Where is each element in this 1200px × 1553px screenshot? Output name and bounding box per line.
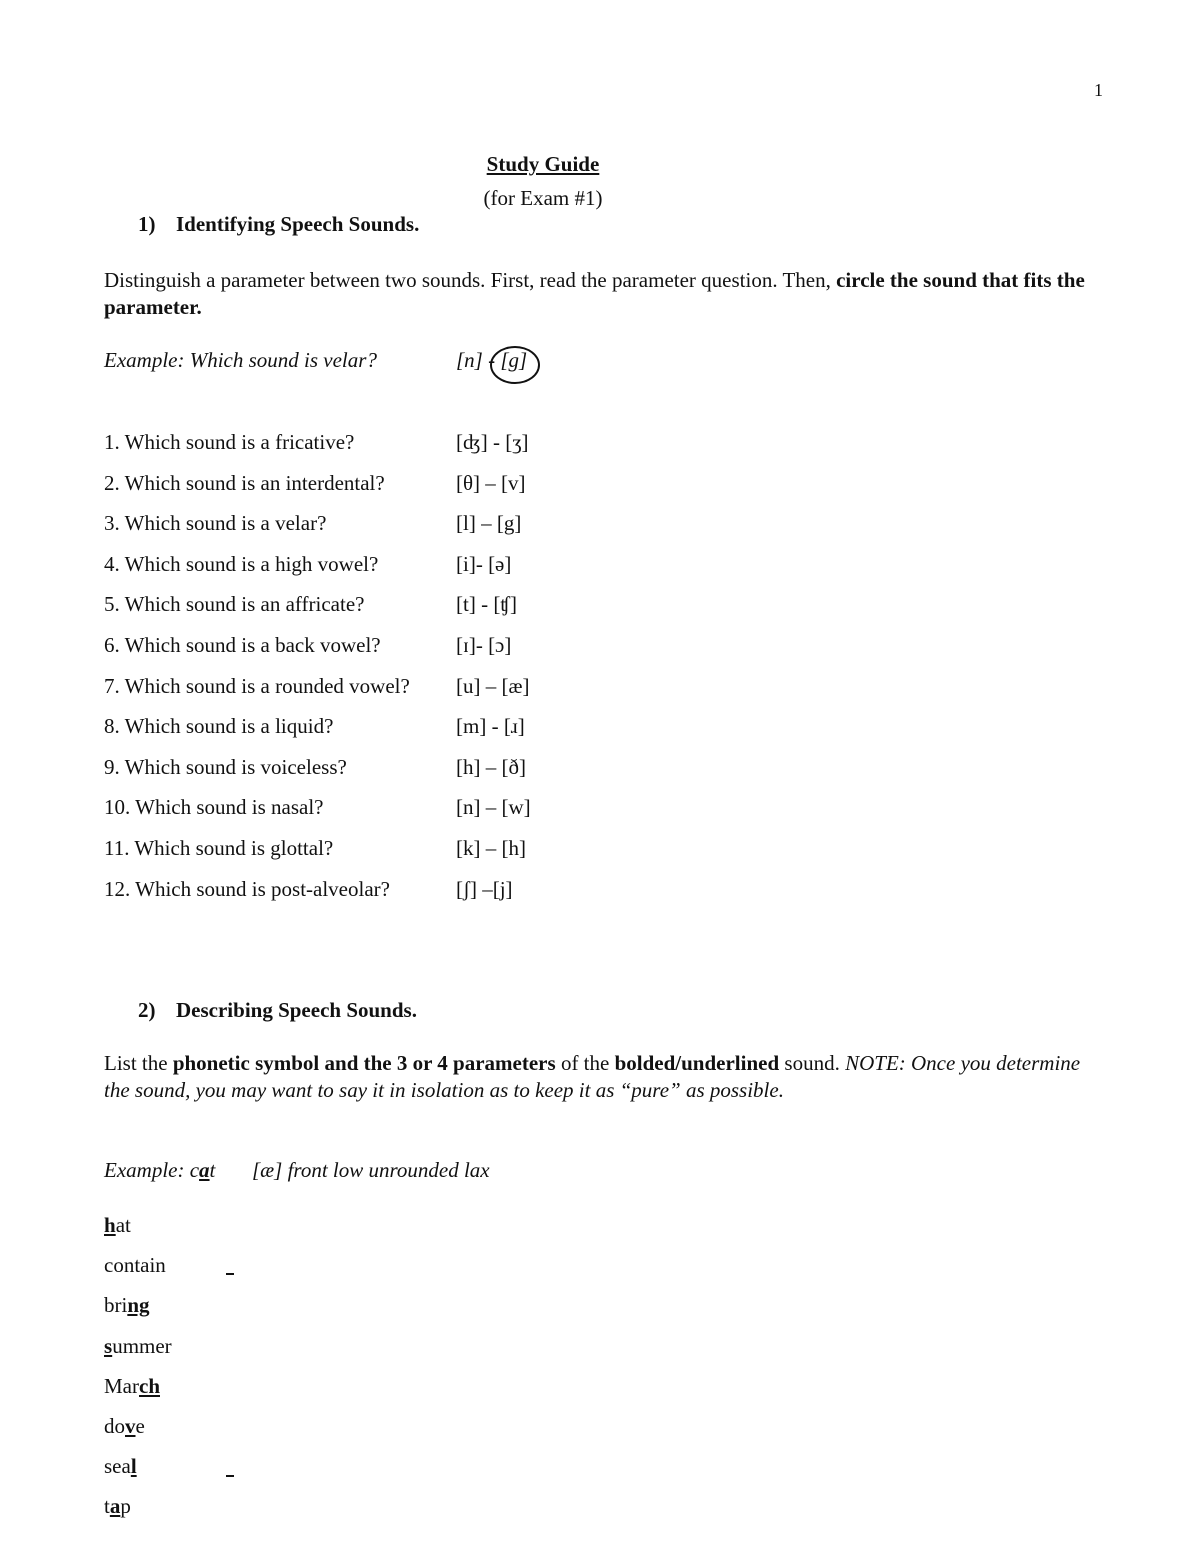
word-item: [104, 1414, 145, 1439]
example-word-rest: t: [209, 1158, 216, 1182]
section-2-title: Describing Speech Sounds.: [176, 998, 417, 1022]
word-prefix: Mar: [104, 1373, 139, 1398]
question-text: 4. Which sound is a high vowel?: [104, 551, 379, 576]
question-answer-options[interactable]: [θ] – [v]: [456, 470, 526, 495]
example-word-label: Example: c: [104, 1158, 200, 1182]
word-suffix: e: [135, 1414, 145, 1438]
instr-part-1: List the: [104, 1051, 173, 1075]
section-1-instructions: [104, 267, 1094, 321]
example-word-bold: a: [199, 1158, 210, 1182]
example-answer: [n] - [g]: [456, 348, 528, 372]
word-suffix: at: [115, 1213, 131, 1237]
section-2-heading: [138, 998, 417, 1023]
question-text: 1. Which sound is a fricative?: [104, 430, 355, 454]
dash-mark: [226, 1273, 234, 1275]
section-1-heading: [138, 212, 419, 237]
word-item: [104, 1374, 160, 1399]
example-answer-circle: [490, 346, 540, 384]
question-answer-options[interactable]: [l] – [g]: [456, 511, 522, 536]
word-target-sound: v: [125, 1414, 136, 1438]
instr-part-4: bolded/underlined: [614, 1051, 780, 1075]
question-text: 8. Which sound is a liquid?: [104, 714, 334, 739]
word-item: [104, 1293, 150, 1318]
word-suffix: ummer: [112, 1333, 172, 1358]
question-text: 5. Which sound is an affricate?: [104, 592, 365, 617]
question-text: 12. Which sound is post-alveolar?: [104, 876, 390, 901]
word-item: [104, 1213, 131, 1238]
word-suffix: p: [120, 1494, 131, 1519]
question-answer-options[interactable]: [h] – [ð]: [456, 754, 526, 779]
section-2-number: 2): [138, 998, 156, 1022]
section-1-example: [104, 348, 377, 373]
word-prefix: bri: [104, 1293, 128, 1318]
word-item: [104, 1454, 137, 1479]
word-target-sound: ng: [127, 1293, 150, 1318]
instructions-bold-text: circle the sound that fits the parameter.: [104, 268, 1085, 319]
instr-part-3: of the: [555, 1051, 615, 1075]
section-1-number: 1): [138, 212, 156, 236]
word-item: [104, 1253, 166, 1278]
question-text: 11. Which sound is glottal?: [104, 836, 334, 860]
word-target-sound: a: [109, 1494, 121, 1519]
question-answer-options[interactable]: [ʃ] –[j]: [456, 876, 513, 901]
section-2-instructions: [104, 1050, 1094, 1104]
word-prefix: t: [104, 1494, 110, 1519]
example-question: Example: Which sound is velar?: [104, 348, 377, 372]
question-answer-options[interactable]: [i]- [ə]: [456, 551, 512, 576]
section-2-example: [104, 1158, 215, 1183]
question-answer-options[interactable]: [n] – [w]: [456, 795, 531, 820]
word-prefix: do: [104, 1414, 125, 1438]
word-target-sound: h: [104, 1213, 116, 1237]
question-answer-options[interactable]: [m] - [ɹ]: [456, 714, 525, 739]
word-prefix: contain: [104, 1253, 166, 1278]
question-answer-options[interactable]: [t] - [ʧ]: [456, 592, 517, 617]
instr-part-5: sound.: [779, 1051, 846, 1075]
instructions-text: Distinguish a parameter between two sounds. First, read the parameter question. Then,: [104, 268, 837, 292]
word-target-sound: s: [104, 1333, 113, 1358]
question-text: 9. Which sound is voiceless?: [104, 754, 347, 779]
question-answer-options[interactable]: [ɪ]- [ɔ]: [456, 633, 512, 657]
word-target-sound: l: [130, 1454, 137, 1479]
word-prefix: sea: [104, 1454, 131, 1479]
page-subtitle: (for Exam #1): [483, 186, 603, 210]
question-answer-options[interactable]: [u] – [æ]: [456, 673, 530, 698]
question-text: 2. Which sound is an interdental?: [104, 470, 385, 495]
question-answer-options[interactable]: [ʤ] - [ʒ]: [456, 430, 529, 454]
instr-part-2: phonetic symbol and the 3 or 4 parameters: [172, 1051, 556, 1075]
word-target-sound: ch: [139, 1373, 160, 1398]
page-number: 1: [1094, 80, 1103, 100]
instr-note: NOTE: Once you determine the sound, you may want to say it in isolation as to keep it as “pure” as possible.: [104, 1051, 1081, 1102]
dash-mark: [226, 1475, 234, 1477]
question-text: 7. Which sound is a rounded vowel?: [104, 673, 410, 698]
section-2-example-answer: [æ] front low unrounded lax: [252, 1158, 490, 1182]
question-text: 10. Which sound is nasal?: [104, 795, 324, 820]
section-1-title: Identifying Speech Sounds.: [176, 212, 420, 236]
page-title: Study Guide: [486, 152, 600, 176]
question-text: 3. Which sound is a velar?: [104, 511, 327, 536]
word-item: [104, 1494, 131, 1519]
question-answer-options[interactable]: [k] – [h]: [456, 836, 526, 860]
word-item: [104, 1334, 172, 1359]
question-text: 6. Which sound is a back vowel?: [104, 633, 381, 657]
